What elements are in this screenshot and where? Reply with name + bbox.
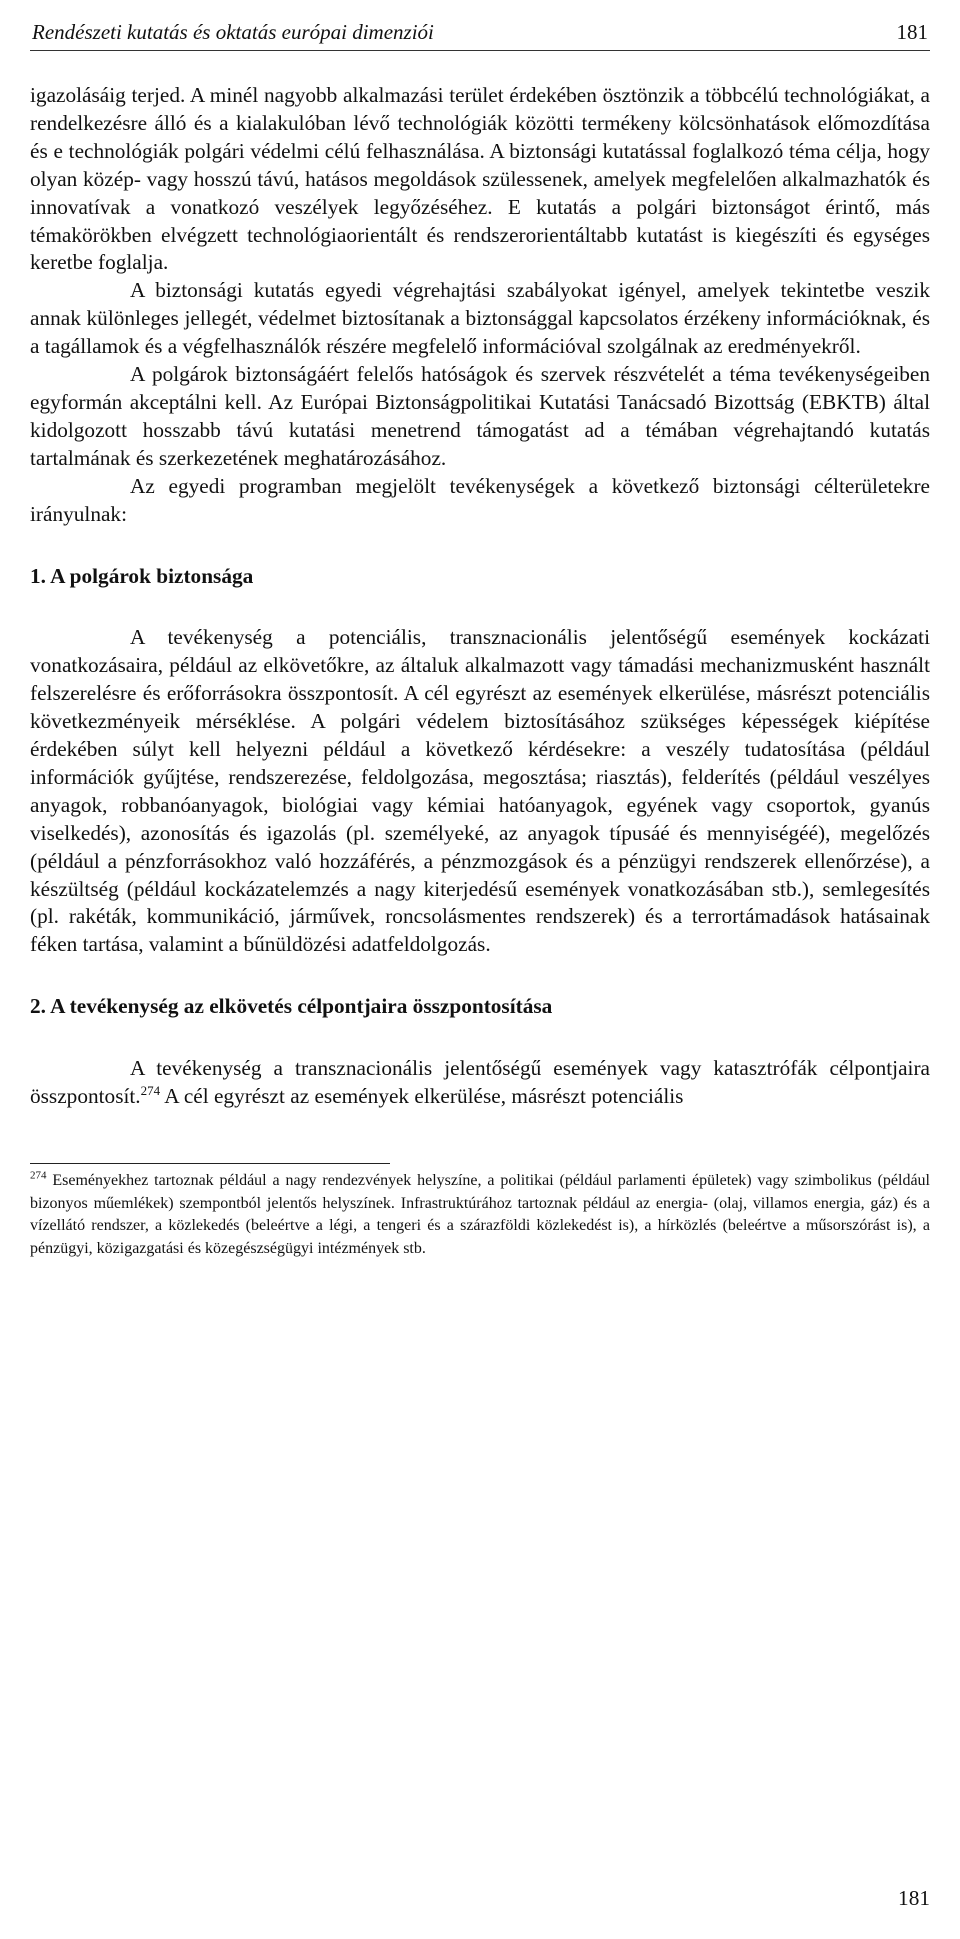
paragraph: A tevékenység a potenciális, transznacionális jelentőségű események kockázati vonatkozásaira, például az elkövetőkre, az általuk alkalmazott vagy támadási mechanizmusként használt felszerelésre és erőforrásokra összpontosít. A cél egyrészt az események elkerülése, másrészt potenciális következményeik mérséklése. A polgári védelem biztosításához szükséges képességek kiépítése érdekében súlyt kell helyezni például a következő kérdésekre: a veszély tudatosítása (például információk gyűjtése, rendszerezése, feldolgozása, megosztása; riasztás), felderítés (például veszélyes anyagok, robbanóanyagok, biológiai vagy kémiai hatóanyagok, egyének vagy csoportok, gyanús viselkedés), azonosítás és igazolás (pl. személyeké, az anyagok típusáé és mennyiségéé), megelőzés (például a pénzforrásokhoz való hozzáférés, a pénzmozgások és a pénzügyi rendszerek ellenőrzése), a készültség (például kockázatelemzés a nagy kiterjedésű események vonatkozásában stb.), semlegesítés (pl. rakéták, kommunikáció, járművek, roncsolásmentes rendszerek) és a terrortámadások hatásainak féken tartása, valamint a bűnüldözési adatfeldolgozás. xyxy=(30,625,930,957)
footnote-reference[interactable]: 274 xyxy=(140,1083,161,1098)
footnote-text: Eseményekhez tartoznak például a nagy rendezvények helyszíne, a politikai (például parlamenti épületek) vagy szimbolikus (például bizonyos műemlékek) szempontból jelentős helyszínek. Infrastruktúrához tartoznak például az energia- (olaj, villamos energia, gáz) és a vízellátó rendszer, a közlekedés (beleértve a légi, a tengeri és a szárazföldi közlekedést is), a hírközlés (beleértve a műsorszórást is), a pénzügyi, közigazgatási és közegészségügyi intézmények stb. xyxy=(30,1172,930,1257)
section-heading: 1. A polgárok biztonsága xyxy=(30,563,254,588)
footnote xyxy=(30,1170,930,1260)
running-header xyxy=(30,8,930,51)
footer-page-number: 181 xyxy=(898,1886,930,1910)
footnote-number: 274 xyxy=(30,1169,47,1182)
paragraph-text: A cél egyrészt az események elkerülése, másrészt potenciális xyxy=(160,1084,684,1109)
footnote-divider xyxy=(30,1163,390,1164)
paragraph: Az egyedi programban megjelölt tevékenységek a következő biztonsági célterületekre irányulnak: xyxy=(30,473,930,526)
header-page-number: 181 xyxy=(896,20,928,44)
paragraph-text: A tevékenység a transznacionális jelentőségű események vagy katasztrófák célpontjaira összpontosít. xyxy=(30,1056,930,1109)
paragraph: A polgárok biztonságáért felelős hatóságok és szervek részvételét a téma tevékenységeiben egyformán akceptálni kell. Az Európai Biztonságpolitikai Kutatási Tanácsadó Bizottság (EBKTB) által kidolgozott hosszabb távú kutatási menetrend támogatást ad a témában végrehajtandó kutatás tartalmának és szerkezetének meghatározásához. xyxy=(30,362,930,470)
body-text xyxy=(30,82,930,1260)
paragraph xyxy=(30,1055,930,1111)
section-heading: 2. A tevékenység az elkövetés célpontjaira összpontosítása xyxy=(30,994,553,1019)
running-title: Rendészeti kutatás és oktatás európai dimenziói xyxy=(32,20,434,44)
paragraph: igazolásáig terjed. A minél nagyobb alkalmazási terület érdekében ösztönzik a többcélú technológiákat, a rendelkezésre álló és a kialakulóban lévő technológiák közötti termékeny kölcsönhatások előmozdítása és e technológiák polgári védelmi célú felhasználása. A biztonsági kutatással foglalkozó téma célja, hogy olyan közép- vagy hosszú távú, hatásos megoldások szülessenek, amelyek megfelelően alkalmazhatók és innovatívak a vonatkozó veszélyek legyőzéséhez. E kutatás a polgári biztonságot érintő, más témakörökben elvégzett technológiaorientált és rendszerorientáltabb kutatást is kiegészíti és egységes keretbe foglalja. xyxy=(30,83,930,275)
paragraph: A biztonsági kutatás egyedi végrehajtási szabályokat igényel, amelyek tekintetbe veszik annak különleges jellegét, védelmet biztosítanak a biztonsággal kapcsolatos érzékeny információknak, és a tagállamok és a végfelhasználók részére megfelelő információval szolgálnak az eredményekről. xyxy=(30,278,930,359)
